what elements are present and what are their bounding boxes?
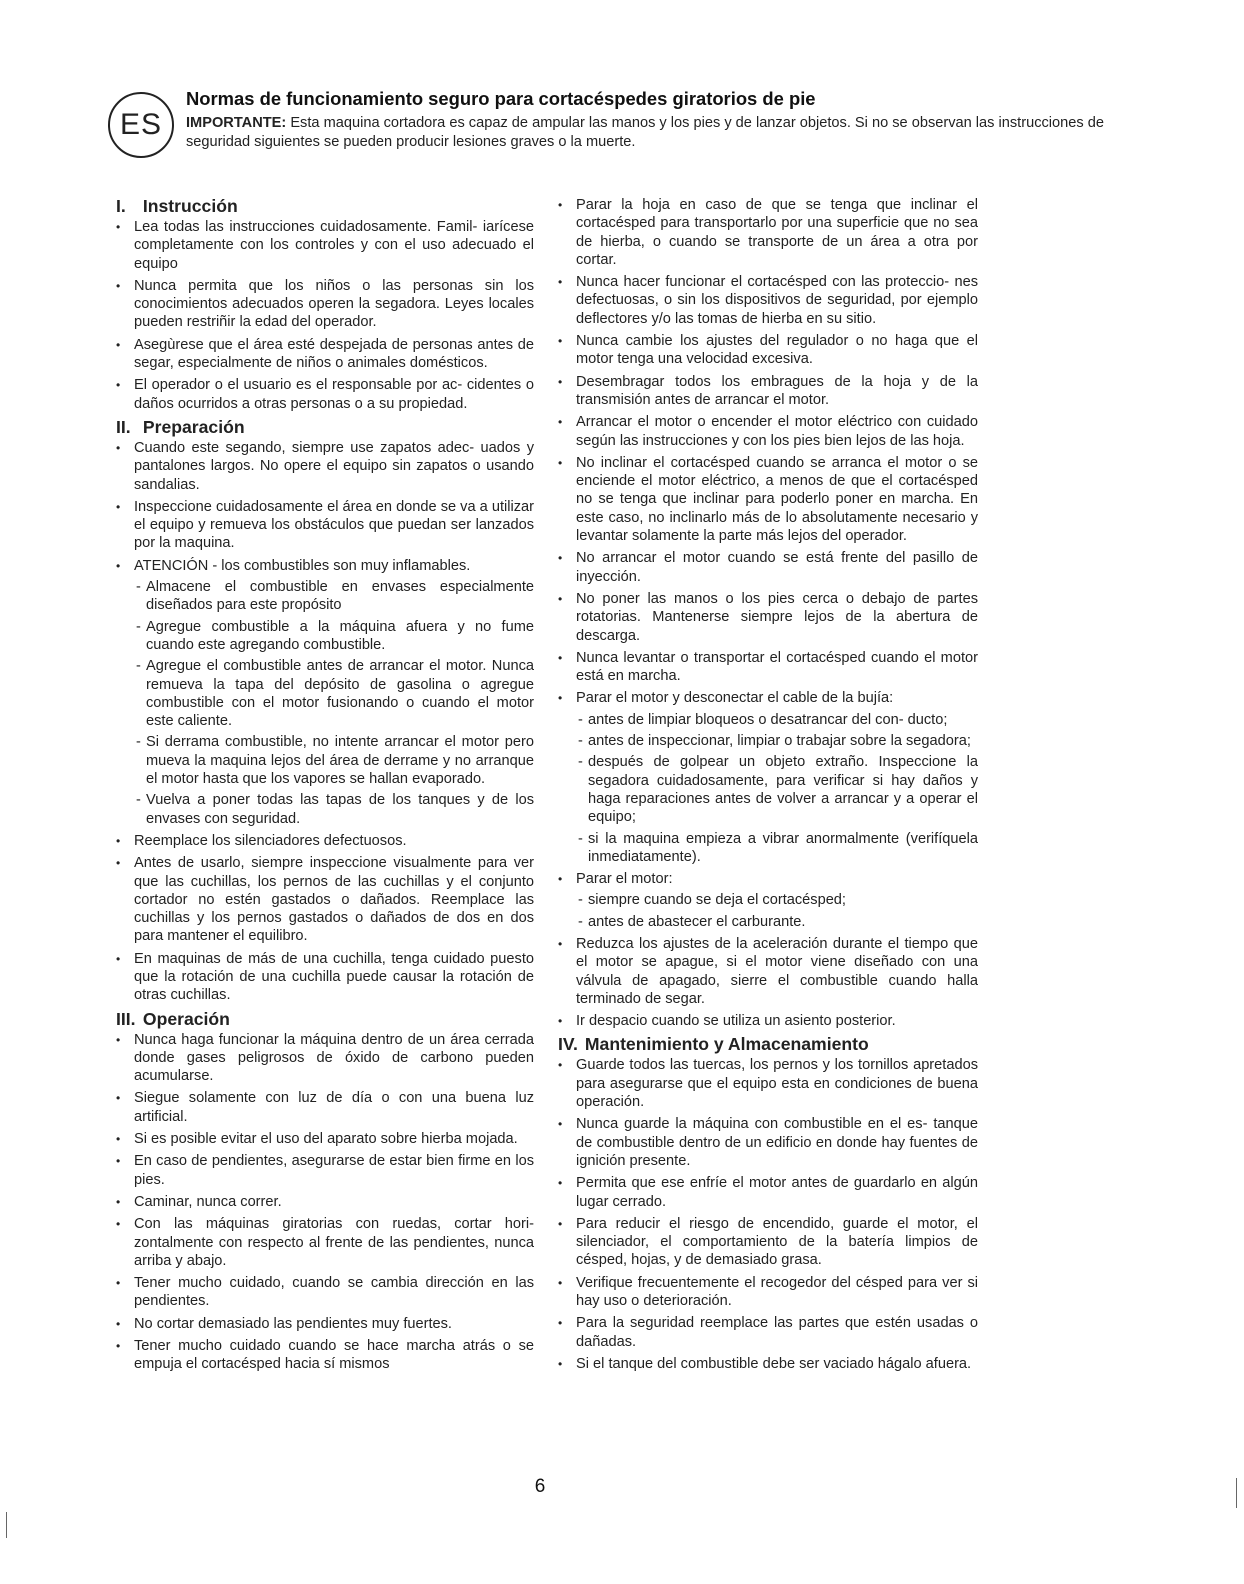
section-heading-instruccion <box>116 196 534 217</box>
list-item: • Reduzca los ajustes de la aceleración durante el tiempo que el motor se apague, si el motor viene diseñado con una válvula de apagado, sierre el combustible cuando halla terminado de segar. <box>558 935 978 1008</box>
important-text: Esta maquina cortadora es capaz de ampular las manos y los pies y de lanzar objetos. Si no se observan las instrucciones de seguridad siguientes se pueden producir lesiones graves o la muerte. <box>186 115 1104 150</box>
list-item <box>558 689 978 866</box>
list-item <box>558 870 978 931</box>
list-item: • Nunca cambie los ajustes del regulador o no haga que el motor tenga una velocidad excesiva. <box>558 332 978 369</box>
section-number: III. <box>116 1008 136 1029</box>
list-item: • Desembragar todos los embragues de la hoja y de la transmisión antes de arrancar el motor. <box>558 373 978 410</box>
sub-item: - Agregue combustible a la máquina afuera y no fume cuando este agregando combustible. <box>134 618 534 655</box>
list-item: • Permita que ese enfríe el motor antes de guardarlo en algún lugar cerrado. <box>558 1174 978 1211</box>
list-item <box>116 557 534 828</box>
list-item: • Asegùrese que el área esté despejada de personas antes de segar, especialmente de niños o animales domésticos. <box>116 336 534 373</box>
section-list-instruccion <box>116 218 534 413</box>
sub-item: - antes de abastecer el carburante. <box>576 913 978 931</box>
scan-edge-mark <box>6 1512 7 1538</box>
page-header <box>108 88 1148 178</box>
list-item: • Antes de usarlo, siempre inspeccione visualmente para ver que las cuchillas, los pernos de las cuchillas y el conjunto cortador no estén gastados o dañados. Reemplace las cuchillas y los pernos gastados o dañados de dos en dos para mantener el equilibro. <box>116 854 534 945</box>
section-number: II. <box>116 416 131 437</box>
list-item: • Ir despacio cuando se utiliza un asiento posterior. <box>558 1012 978 1030</box>
list-item: • Nunca guarde la máquina con combustible en el es- tanque de combustible dentro de un edificio en donde hay fuentes de ignición presente. <box>558 1115 978 1170</box>
important-label: IMPORTANTE: <box>186 115 287 131</box>
sub-list <box>576 891 978 931</box>
list-item: • Nunca levantar o transportar el cortacésped cuando el motor está en marcha. <box>558 649 978 686</box>
scan-edge-mark <box>1236 1478 1237 1508</box>
section-title: Operación <box>142 1008 230 1029</box>
right-column <box>558 196 978 1377</box>
list-item: • Arrancar el motor o encender el motor eléctrico con cuidado según las instrucciones y con los pies bien lejos de las hoja. <box>558 413 978 450</box>
list-item: • Para reducir el riesgo de encendido, guarde el motor, el silenciador, el comportamiento de la batería limpios de césped, hojas, y de demasiado grasa. <box>558 1215 978 1270</box>
sub-list <box>576 711 978 866</box>
list-item: • No arrancar el motor cuando se está frente del pasillo de inyección. <box>558 549 978 586</box>
list-item: • Guarde todos las tuercas, los pernos y los tornillos apretados para asegurarse que el equipo esta en condiciones de buena operación. <box>558 1056 978 1111</box>
important-notice <box>186 114 1106 152</box>
sub-item: - Vuelva a poner todas las tapas de los tanques y de los envases con seguridad. <box>134 791 534 828</box>
sub-item: - antes de limpiar bloqueos o desatrancar del con- ducto; <box>576 711 978 729</box>
list-item-text: Parar el motor: <box>576 871 673 888</box>
sub-item: - Si derrama combustible, no intente arrancar el motor pero mueva la maquina lejos del área de derrame y no arranque el motor hasta que los vapores se hallan evaporado. <box>134 733 534 788</box>
section-title: Preparación <box>142 416 245 437</box>
list-item: • Nunca haga funcionar la máquina dentro de un área cerrada donde gases peligrosos de óxido de carbono pueden acumularse. <box>116 1031 534 1086</box>
section-heading-operacion <box>116 1009 534 1030</box>
sub-list <box>134 578 534 828</box>
sub-item: - antes de inspeccionar, limpiar o trabajar sobre la segadora; <box>576 732 978 750</box>
section-number: IV. <box>558 1034 578 1055</box>
list-item: • No cortar demasiado las pendientes muy fuertes. <box>116 1315 534 1333</box>
section-list-mantenimiento <box>558 1056 978 1373</box>
list-item: • Nunca hacer funcionar el cortacésped con las proteccio- nes defectuosas, o sin los dispositivos de seguridad, por ejemplo deflectores y/o las tomas de hierba en su sitio. <box>558 273 978 328</box>
sub-item: - después de golpear un objeto extraño. Inspeccione la segadora cuidadosamente, para verificar si hay daños y haga reparaciones antes de volver a arrancar y a operar el equipo; <box>576 753 978 826</box>
section-list-operacion-left <box>116 1031 534 1374</box>
list-item: • Reemplace los silenciadores defectuosos. <box>116 832 534 850</box>
page-number: 6 <box>534 1476 546 1497</box>
section-title: Mantenimiento y Almacenamiento <box>584 1034 869 1055</box>
list-item-text: ATENCIÓN - los combustibles son muy inflamables. <box>134 557 471 574</box>
section-number: I. <box>116 196 126 216</box>
list-item: • En maquinas de más de una cuchilla, tenga cuidado puesto que la rotación de una cuchilla puede causar la rotación de otras cuchillas. <box>116 950 534 1005</box>
sub-item: - Almacene el combustible en envases especialmente diseñados para este propósito <box>134 578 534 615</box>
list-item: • Si el tanque del combustible debe ser vaciado hágalo afuera. <box>558 1355 978 1373</box>
list-item-text: Parar el motor y desconectar el cable de la bujía: <box>576 690 894 707</box>
list-item: • Tener mucho cuidado, cuando se cambia dirección en las pendientes. <box>116 1274 534 1311</box>
list-item: • No inclinar el cortacésped cuando se arranca el motor o se enciende el motor eléctrico, a menos de que el cortacésped no se tenga que inclinar para poderlo poner en marcha. En este caso, no inclinarlo más de lo absolutamente necesario y levantar solamente la parte más lejos del operador. <box>558 454 978 545</box>
list-item: • Para la seguridad reemplace las partes que estén usadas o dañadas. <box>558 1314 978 1351</box>
left-column <box>116 196 534 1378</box>
section-list-operacion-right <box>558 196 978 1030</box>
list-item: • Caminar, nunca correr. <box>116 1193 534 1211</box>
list-item: • Si es posible evitar el uso del aparato sobre hierba mojada. <box>116 1130 534 1148</box>
section-list-preparacion <box>116 439 534 1005</box>
list-item: • El operador o el usuario es el responsable por ac- cidentes o daños ocurridos a otras personas o a su propiedad. <box>116 376 534 413</box>
list-item: • En caso de pendientes, asegurarse de estar bien firme en los pies. <box>116 1152 534 1189</box>
page-title: Normas de funcionamiento seguro para cortacéspedes giratorios de pie <box>186 88 816 109</box>
language-badge: ES <box>108 92 174 158</box>
sub-item: - si la maquina empieza a vibrar anormalmente (verifíquela inmediatamente). <box>576 830 978 867</box>
sub-item: - Agregue el combustible antes de arrancar el motor. Nunca remueva la tapa del depósito de gasolina o agregue combustible con el motor fusionando o cuando el motor este caliente. <box>134 657 534 730</box>
section-heading-preparacion <box>116 417 534 438</box>
list-item: • Con las máquinas giratorias con ruedas, cortar hori- zontalmente con respecto al frente de las pendientes, nunca arriba y abajo. <box>116 1215 534 1270</box>
list-item: • No poner las manos o los pies cerca o debajo de partes rotatorias. Mantenerse siempre lejos de la abertura de descarga. <box>558 590 978 645</box>
list-item: • Inspeccione cuidadosamente el área en donde se va a utilizar el equipo y remueva los obstáculos que puedan ser lanzados por la maquina. <box>116 498 534 553</box>
list-item: • Parar la hoja en caso de que se tenga que inclinar el cortacésped para transportarlo por una superficie que no sea de hierba, o cuando se transporte de un área a otra por cortar. <box>558 196 978 269</box>
list-item: • Cuando este segando, siempre use zapatos adec- uados y pantalones largos. No opere el equipo sin zapatos o usando sandalias. <box>116 439 534 494</box>
list-item: • Lea todas las instrucciones cuidadosamente. Famil- iarícese completamente con los controles y con el uso adecuado el equipo <box>116 218 534 273</box>
section-title: Instrucción <box>142 196 238 216</box>
section-heading-mantenimiento <box>558 1034 978 1055</box>
sub-item: - siempre cuando se deja el cortacésped; <box>576 891 978 909</box>
list-item: • Tener mucho cuidado cuando se hace marcha atrás o se empuja el cortacésped hacia sí mismos <box>116 1337 534 1374</box>
list-item: • Verifique frecuentemente el recogedor del césped para ver si hay uso o deterioración. <box>558 1274 978 1311</box>
list-item: • Nunca permita que los niños o las personas sin los conocimientos adecuados operen la segadora. Leyes locales pueden restriñir la edad del operador. <box>116 277 534 332</box>
list-item: • Siegue solamente con luz de día o con una buena luz artificial. <box>116 1089 534 1126</box>
